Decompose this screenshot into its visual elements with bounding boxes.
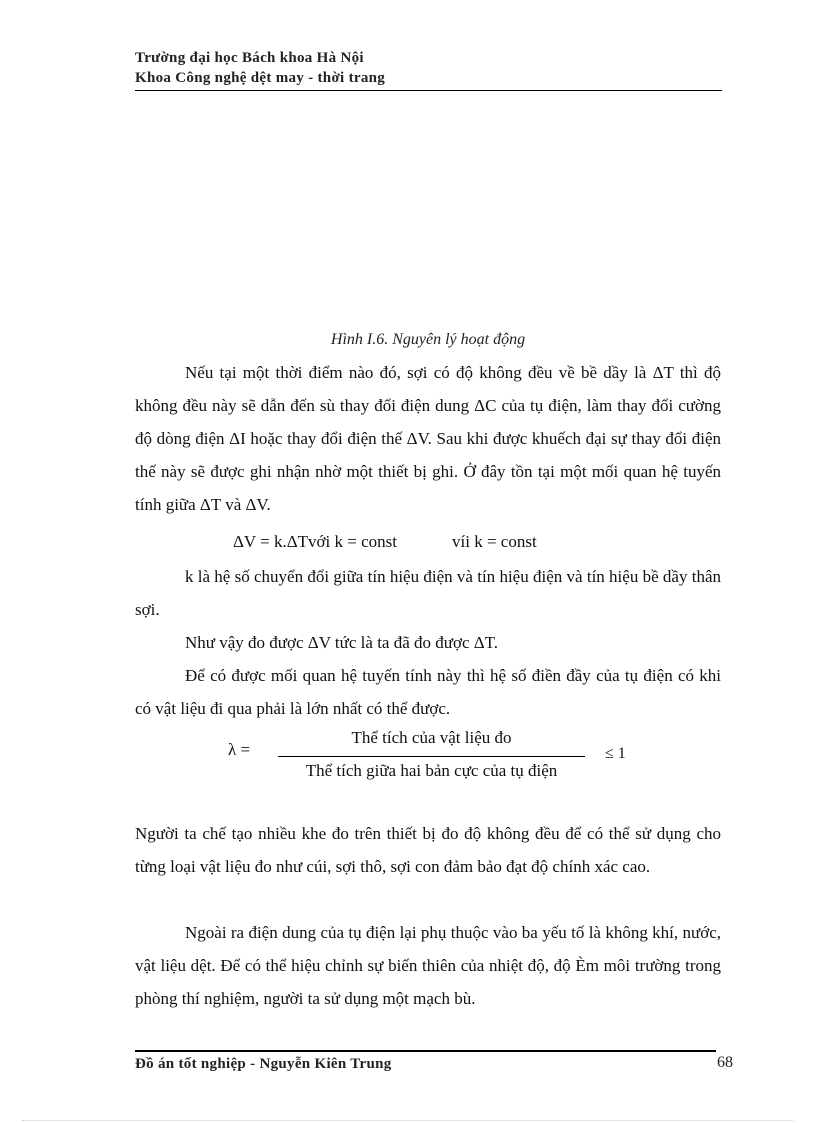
formula-denominator: Thể tích giữa hai bản cực của tụ điện <box>305 761 558 780</box>
fill-factor-formula <box>135 726 721 786</box>
paragraph-4: Để có được mối quan hệ tuyến tính này thì hệ số điền đầy của tụ điện có khi có vật liệu đi qua phải là lớn nhất có thể được. <box>135 666 721 718</box>
paragraph-6: Ngoài ra điện dung của tụ điện lại phụ thuộc vào ba yếu tố là không khí, nước, vật liệu dệt. Để có thể hiệu chỉnh sự biến thiên của nhiệt độ, độ Èm môi trường trong phòng thí nghiệm, người ta sử dụng một mạch bù. <box>135 923 721 1008</box>
formula-lhs: λ = <box>228 740 251 759</box>
paragraph-3: Như vậy đo được ΔV tức là ta đã đo được ΔT. <box>185 633 499 652</box>
fraction-bar <box>278 756 585 757</box>
formula-rhs: ≤ 1 <box>605 745 626 762</box>
page-edge <box>22 1120 794 1121</box>
formula-numerator: Thể tích của vật liệu đo <box>351 728 512 747</box>
header-university: Trường đại học Bách khoa Hà Nội <box>135 50 364 66</box>
header-divider <box>135 90 722 91</box>
page-number: 68 <box>717 1054 733 1071</box>
paragraph-1: Nếu tại một thời điểm nào đó, sợi có độ không đều về bề dầy là ΔT thì độ không đều này sẽ dẫn đến sù thay đổi điện dung ΔC của tụ điện, làm thay đổi cường độ dòng điện ΔI hoặc thay đổi điện thế ΔV. Sau khi được khuếch đại sự thay đổi điện thế này sẽ được ghi nhận nhờ một thiết bị ghi. Ở đây tồn tại một mối quan hệ tuyến tính giữa ΔT và ΔV. <box>135 363 721 514</box>
header-faculty: Khoa Công nghệ dệt may - thời trang <box>135 70 386 86</box>
paragraph-5: Người ta chế tạo nhiều khe đo trên thiết bị đo độ không đều để có thể sử dụng cho từng loại vật liệu đo như cúi, sợi thô, sợi con đảm bảo đạt độ chính xác cao. <box>135 824 721 876</box>
footer-divider <box>135 1050 716 1052</box>
paragraph-2: k là hệ số chuyển đổi giữa tín hiệu điện và tín hiệu điện và tín hiệu bề dầy thân sợi. <box>135 567 721 619</box>
formula-main: ΔV = k.ΔTvới k = const <box>233 532 397 551</box>
footer-author: Đồ án tốt nghiệp - Nguyễn Kiên Trung <box>135 1056 392 1072</box>
figure-caption: Hình I.6. Nguyên lý hoạt động <box>330 331 526 348</box>
formula-extra: víi k = const <box>452 532 537 551</box>
